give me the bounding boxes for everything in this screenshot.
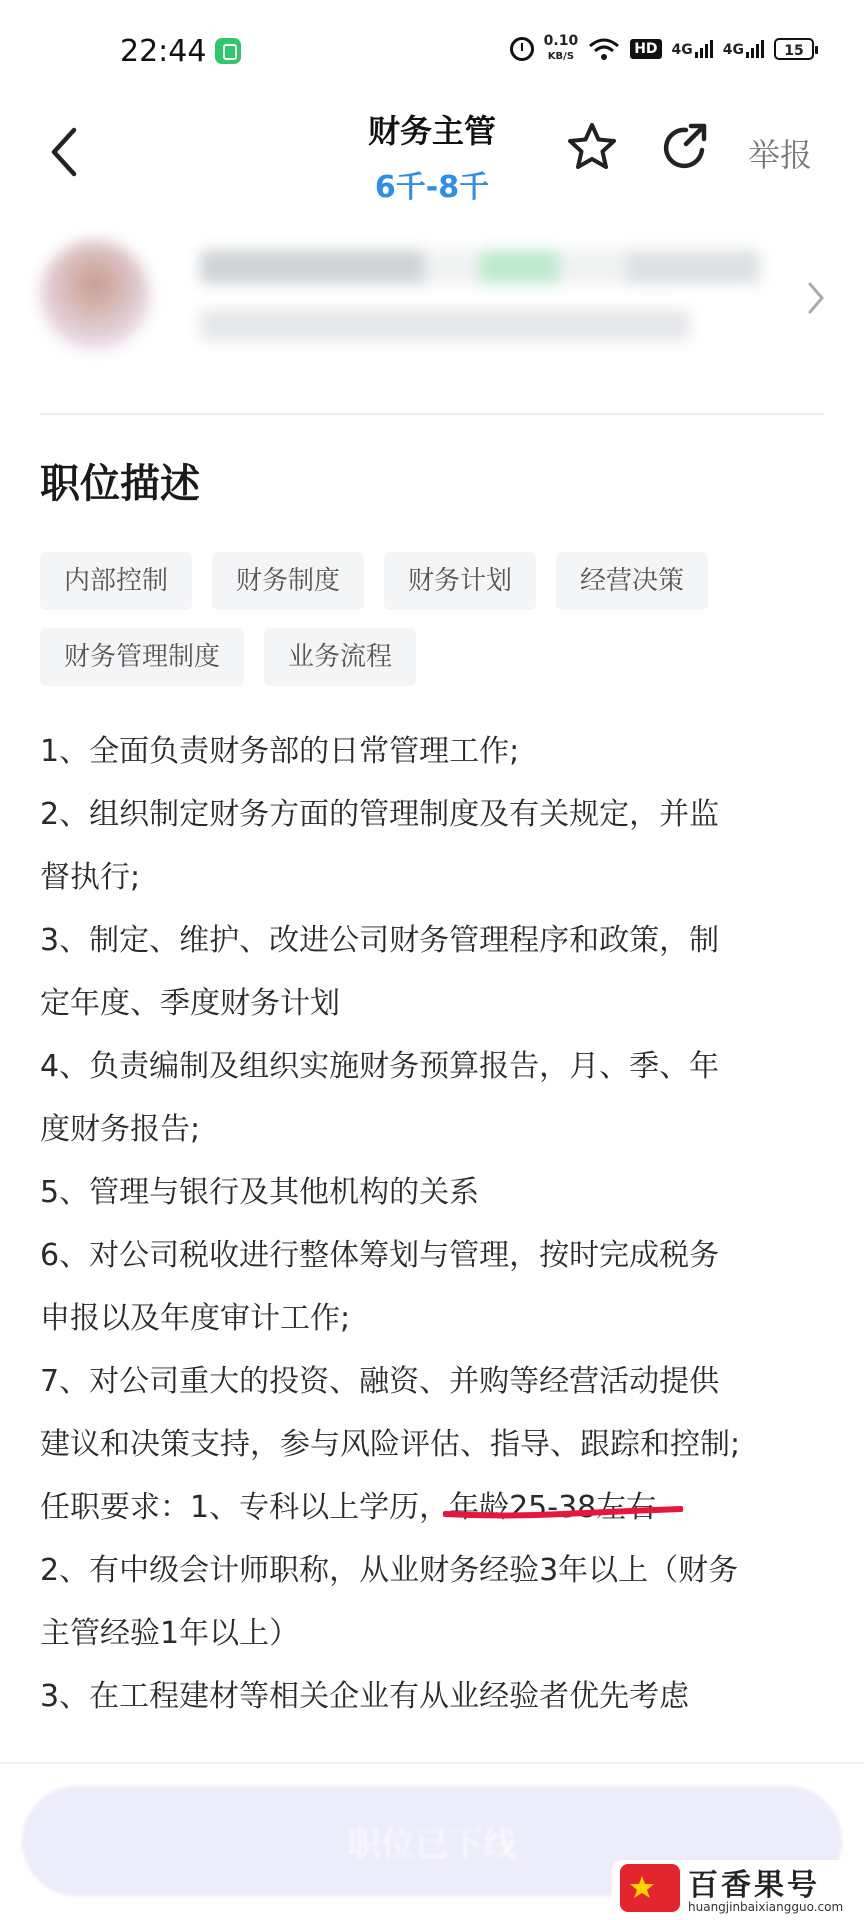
requirements-prefix: 任职要求：1、专科以上学历， [40, 1490, 450, 1525]
star-icon[interactable] [565, 120, 619, 174]
signal-2-label: 4G [722, 42, 744, 58]
job-description [40, 720, 840, 1728]
desc-line: 建议和决策支持，参与风险评估、指导、跟踪和控制; [40, 1427, 741, 1462]
tag: 业务流程 [264, 628, 416, 686]
title-block [0, 106, 864, 206]
desc-line: 申报以及年度审计工作; [40, 1301, 351, 1336]
desc-line: 5、管理与银行及其他机构的关系 [40, 1175, 480, 1210]
signal-bars-icon [746, 40, 764, 58]
age-requirement: 年龄25-38左右 [449, 1490, 657, 1525]
page-title: 财务主管 [367, 112, 496, 150]
status-bar [0, 0, 864, 100]
divider [40, 413, 824, 415]
chevron-right-icon[interactable] [806, 280, 826, 316]
requirements-line [40, 1476, 840, 1539]
watermark-name: 百香果号 [688, 1868, 820, 1903]
desc-line: 3、在工程建材等相关企业有从业经验者优先考虑 [40, 1679, 690, 1714]
signal-2 [723, 40, 764, 58]
hd-voice-icon: HD [630, 39, 661, 59]
section-title: 职位描述 [40, 461, 200, 507]
desc-line: 1、全面负责财务部的日常管理工作; [40, 734, 520, 769]
tag: 财务制度 [212, 552, 364, 610]
tag: 财务计划 [384, 552, 536, 610]
watermark-url: huangjinbaixiangguo.com [688, 1900, 844, 1914]
job-offline-button[interactable]: 职位已下线 [22, 1786, 842, 1896]
net-speed-unit: KB/S [547, 51, 575, 62]
desc-line: 7、对公司重大的投资、融资、并购等经营活动提供 [40, 1364, 720, 1399]
age-requirement-highlight [449, 1490, 656, 1525]
company-info-blurred [200, 310, 690, 340]
app-notification-icon [215, 38, 241, 64]
report-button[interactable]: 举报 [748, 136, 813, 174]
desc-line: 主管经验1年以上） [40, 1616, 300, 1651]
divider [0, 1762, 864, 1764]
signal-1-label: 4G [671, 42, 693, 58]
share-icon[interactable] [658, 120, 712, 174]
desc-line: 定年度、季度财务计划 [40, 986, 340, 1021]
skill-tags [40, 552, 830, 686]
recruiter-info-blurred [200, 250, 760, 284]
status-time: 22:44 [120, 34, 207, 69]
salary-range: 6千-8千 [374, 170, 490, 205]
desc-line: 4、负责编制及组织实施财务预算报告，月、季、年 [40, 1049, 720, 1084]
signal-1 [672, 40, 713, 58]
desc-line: 2、有中级会计师职称，从业财务经验3年以上（财务 [40, 1553, 739, 1588]
watermark [612, 1860, 864, 1920]
net-speed [544, 34, 579, 64]
tag: 内部控制 [40, 552, 192, 610]
battery-icon: 15 [774, 38, 814, 60]
tag: 财务管理制度 [40, 628, 244, 686]
desc-line: 2、组织制定财务方面的管理制度及有关规定，并监 [40, 797, 720, 832]
signal-bars-icon [695, 40, 713, 58]
recruiter-card[interactable] [40, 240, 830, 360]
net-speed-value: 0.10 [543, 33, 579, 49]
avatar [40, 240, 150, 350]
alarm-icon [510, 37, 534, 61]
tag: 经营决策 [556, 552, 708, 610]
desc-line: 6、对公司税收进行整体筹划与管理，按时完成税务 [40, 1238, 720, 1273]
status-icons [510, 34, 814, 64]
desc-line: 度财务报告; [40, 1112, 201, 1147]
logo-icon [620, 1864, 680, 1912]
job-header [0, 100, 864, 210]
wifi-icon [588, 37, 620, 61]
desc-line: 督执行; [40, 860, 141, 895]
desc-line: 3、制定、维护、改进公司财务管理程序和政策，制 [40, 923, 720, 958]
